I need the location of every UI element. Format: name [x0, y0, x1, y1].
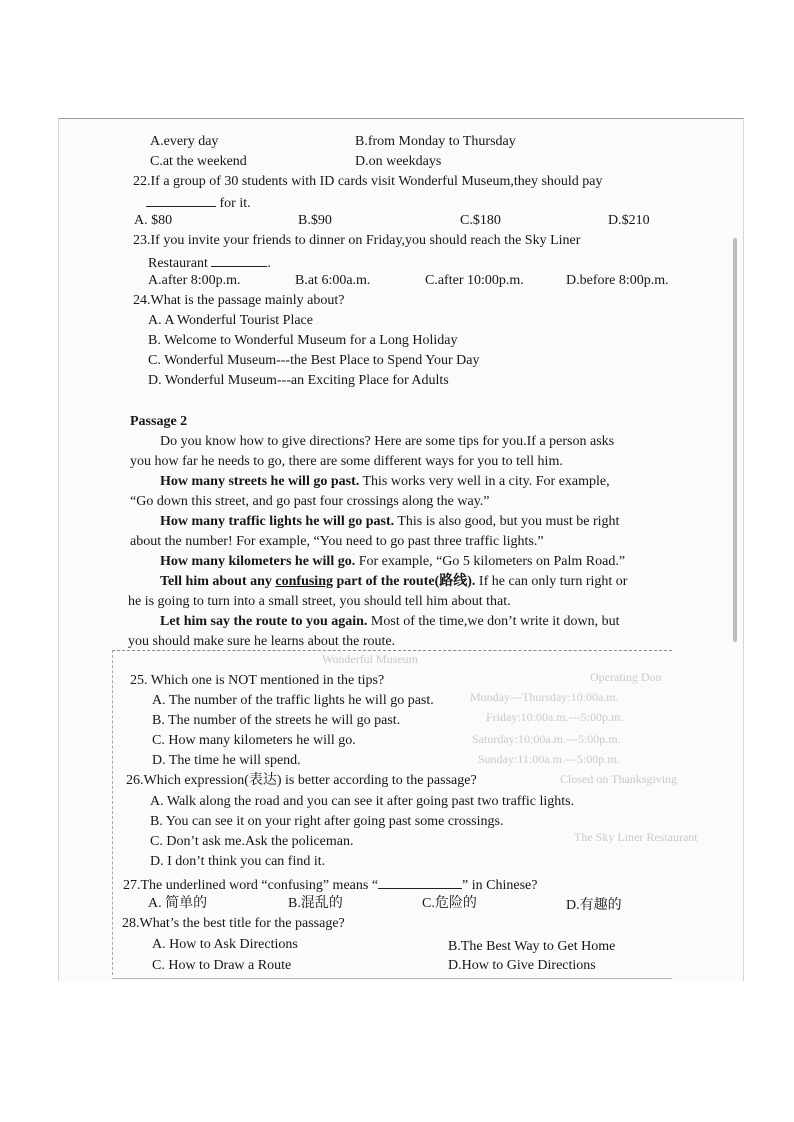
q24-option-d: D. Wonderful Museum---an Exciting Place for Adults — [148, 373, 449, 388]
bleed-through-text: Monday---Thursday:10:00a.m. — [470, 690, 619, 704]
section-border-bottom — [112, 978, 672, 979]
page-scrollbar[interactable] — [733, 238, 737, 642]
tip-heading: Tell him about any — [160, 574, 276, 589]
q22-option-d: D.$210 — [608, 213, 650, 228]
q22-option-c: C.$180 — [460, 213, 501, 228]
underlined-word-confusing: confusing — [275, 574, 333, 589]
q23-option-d: D.before 8:00p.m. — [566, 273, 669, 288]
q23-stem: 23.If you invite your friends to dinner on Friday,you should reach the Sky Liner — [133, 233, 581, 248]
q28-option-d: D.How to Give Directions — [448, 958, 596, 973]
bleed-through-text: The Sky Liner Restaurant — [574, 830, 698, 844]
tip-text: For example, “Go 5 kilometers on Palm Road.” — [355, 554, 626, 569]
q23-stem-line2 — [148, 252, 271, 273]
passage-tip-4 — [160, 573, 627, 591]
q25-option-d: D. The time he will spend. — [152, 753, 301, 768]
answer-blank — [211, 252, 267, 267]
q27-option-b: B.混乱的 — [288, 896, 343, 911]
q25-option-b: B. The number of the streets he will go past. — [152, 713, 401, 728]
passage-tip-4-cont: he is going to turn into a small street, you should tell him about that. — [128, 594, 511, 609]
q24-option-a: A. A Wonderful Tourist Place — [148, 313, 313, 328]
q22-stem-line2 — [146, 192, 251, 213]
q27-stem — [123, 874, 537, 895]
q25-option-c: C. How many kilometers he will go. — [152, 733, 356, 748]
q28-option-b: B.The Best Way to Get Home — [448, 939, 616, 954]
tip-text: This is also good, but you must be right — [394, 514, 620, 529]
q28-option-a: A. How to Ask Directions — [152, 937, 298, 952]
tip-text: Most of the time,we don’t write it down, but — [367, 614, 620, 629]
q21-option-c: C.at the weekend — [150, 154, 247, 169]
q27-option-a: A. 简单的 — [148, 896, 208, 911]
q25-option-a: A. The number of the traffic lights he will go past. — [152, 693, 434, 708]
tip-heading: How many kilometers he will go. — [160, 554, 356, 569]
answer-blank — [146, 192, 216, 207]
tip-heading: Let him say the route to you again. — [160, 614, 368, 629]
q24-option-c: C. Wonderful Museum---the Best Place to Spend Your Day — [148, 353, 480, 368]
tip-heading: How many traffic lights he will go past. — [160, 514, 395, 529]
q28-option-c: C. How to Draw a Route — [152, 958, 292, 973]
tip-heading-end: part of the route(路线). — [332, 574, 476, 589]
q27-option-c: C.危险的 — [422, 896, 477, 911]
section-divider — [112, 650, 672, 651]
passage-tip-1 — [160, 473, 610, 491]
q21-option-a: A.every day — [150, 134, 219, 149]
q26-option-d: D. I don’t think you can find it. — [150, 854, 326, 869]
q28-stem: 28.What’s the best title for the passage? — [122, 916, 345, 931]
q26-option-b: B. You can see it on your right after going past some crossings. — [150, 814, 504, 829]
tip-text: This works very well in a city. For example, — [359, 474, 610, 489]
q24-stem: 24.What is the passage mainly about? — [133, 293, 345, 308]
answer-blank — [378, 874, 462, 889]
q22-stem: 22.If a group of 30 students with ID cards visit Wonderful Museum,they should pay — [133, 174, 603, 189]
bleed-through-text: Saturday:10:00a.m.---5:00p.m. — [472, 732, 621, 746]
q22-stem-end: for it. — [219, 196, 251, 211]
q23-stem-word: Restaurant — [148, 256, 208, 271]
passage-tip-2 — [160, 513, 619, 531]
bleed-through-text: Friday:10:00a.m.---5:00p.m. — [486, 710, 624, 724]
q21-option-b: B.from Monday to Thursday — [355, 134, 516, 149]
q26-option-a: A. Walk along the road and you can see it after going past two traffic lights. — [150, 794, 575, 809]
passage-tip-5-cont: you should make sure he learns about the route. — [128, 634, 396, 649]
passage-paragraph-1-cont: you how far he needs to go, there are some different ways for you to tell him. — [130, 454, 563, 469]
bleed-through-text: Operating Don — [590, 670, 662, 684]
q26-stem: 26.Which expression(表达) is better according to the passage? — [126, 773, 477, 788]
q27-stem-end: ” in Chinese? — [462, 878, 538, 893]
q23-stem-period: . — [267, 256, 271, 271]
tip-heading: How many streets he will go past. — [160, 474, 360, 489]
q27-option-d: D.有趣的 — [566, 898, 622, 913]
section-border-left — [112, 650, 113, 975]
q27-stem-start: 27.The underlined word “confusing” means “ — [123, 878, 379, 893]
q25-stem: 25. Which one is NOT mentioned in the tips? — [130, 673, 385, 688]
passage-title: Passage 2 — [130, 414, 188, 429]
q23-option-b: B.at 6:00a.m. — [295, 273, 371, 288]
q21-option-d: D.on weekdays — [355, 154, 442, 169]
passage-paragraph-1: Do you know how to give directions? Here are some tips for you.If a person asks — [160, 434, 615, 449]
passage-tip-3 — [160, 553, 625, 571]
q24-option-b: B. Welcome to Wonderful Museum for a Long Holiday — [148, 333, 458, 348]
passage-tip-1-cont: “Go down this street, and go past four crossings along the way.” — [130, 494, 490, 509]
q23-option-a: A.after 8:00p.m. — [148, 273, 241, 288]
bleed-through-text: Closed on Thanksgiving — [560, 772, 678, 786]
q23-option-c: C.after 10:00p.m. — [425, 273, 524, 288]
bleed-through-text: Sunday:11:00a.m.---5:00p.m. — [478, 752, 620, 766]
q26-option-c: C. Don’t ask me.Ask the policeman. — [150, 834, 354, 849]
passage-tip-5 — [160, 613, 620, 631]
q22-option-b: B.$90 — [298, 213, 332, 228]
q22-option-a: A. $80 — [134, 213, 173, 228]
bleed-through-text: Wonderful Museum — [322, 652, 419, 666]
tip-text: If he can only turn right or — [475, 574, 628, 589]
passage-tip-2-cont: about the number! For example, “You need to go past three traffic lights.” — [130, 534, 544, 549]
